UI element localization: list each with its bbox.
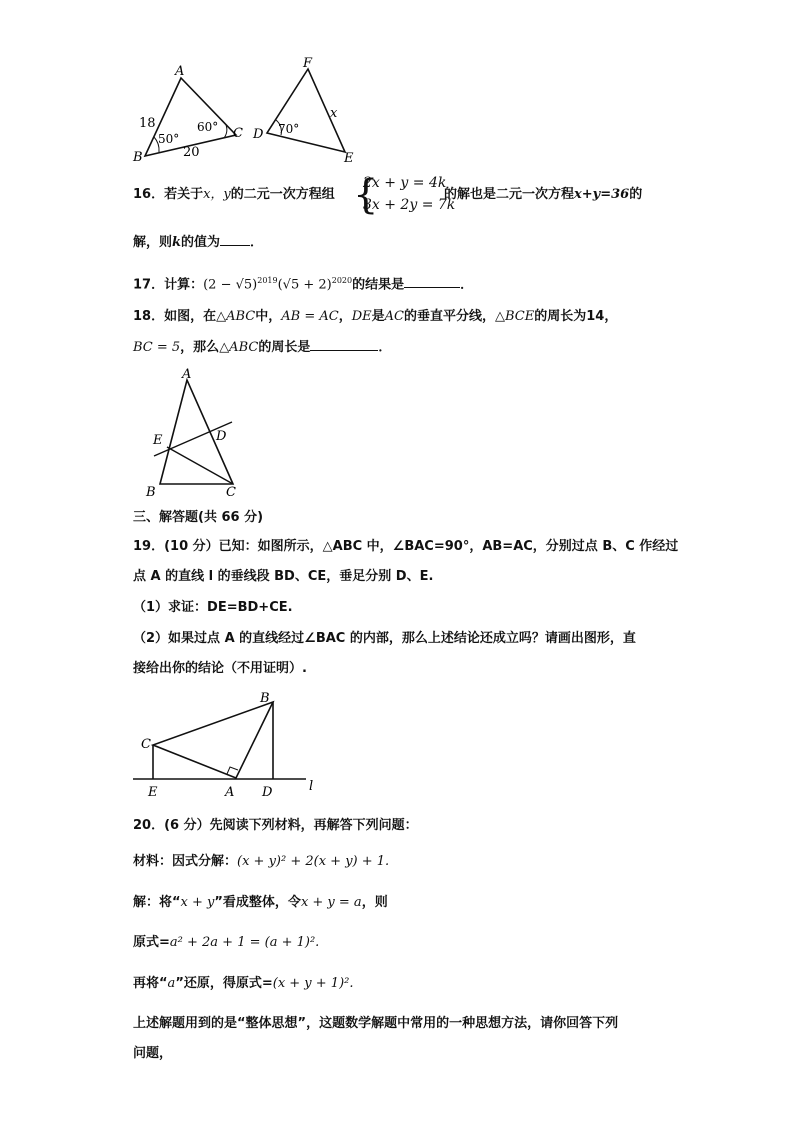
q16-brace: { [353, 172, 379, 218]
q16-eq2: 3x + 2y = 7k [363, 197, 456, 213]
q19-line2: 点 A 的直线 l 的垂线段 BD、CE，垂足分别 D、E. [133, 569, 434, 584]
label-d: D [262, 785, 273, 800]
q17-answer-blank[interactable] [404, 275, 460, 288]
label-a: A [175, 64, 185, 79]
q18-triangle-figure [140, 368, 250, 500]
angle-c-arc [224, 125, 227, 138]
q20-restore-b: ”还原，得原式= [175, 976, 273, 991]
q18-l1-a: 18．如图，在 [133, 309, 217, 324]
q17-pre: 17．计算： [133, 277, 204, 293]
q16-system [363, 172, 455, 216]
angle-c-label: 60° [197, 120, 219, 134]
q18-l2-b: 的周长是 [258, 340, 311, 355]
q17-exp1: 2019 [257, 276, 278, 285]
q16-line2-post: 的值为 [181, 235, 221, 250]
q19-line1: 19．(10 分）已知：如图所示，△ABC 中，∠BAC=90°，AB=AC，分别过点 B、C 作经过 [133, 539, 679, 554]
q16-vars: x，y [203, 187, 231, 202]
q20-summary1: 上述解题用到的是“整体思想”，这题数学解题中常用的一种思想方法，请你回答下列 [133, 1016, 619, 1031]
q17-post: 的结果是 [352, 277, 405, 293]
q20-line1: 20．(6 分）先阅读下列材料，再解答下列问题： [133, 818, 418, 833]
q20-restore-var: a [167, 976, 176, 991]
label-l: l [309, 779, 314, 794]
label-a: A [225, 785, 235, 800]
q20-material [133, 853, 389, 871]
q18-l2-a: ，那么 [180, 340, 220, 355]
q17-end: ． [460, 277, 474, 293]
q20-material-label: 材料：因式分解： [133, 854, 238, 869]
q17-line [133, 272, 473, 294]
q16-prefix: 16．若关于 [133, 187, 204, 202]
label-b: B [146, 485, 156, 500]
q18-tri-bce: △BCE [495, 309, 535, 324]
label-b: B [260, 691, 270, 706]
side-ab-label: 18 [139, 116, 156, 131]
q18-num14: 14， [586, 309, 618, 324]
q18-line1 [133, 308, 617, 326]
q18-answer-blank[interactable] [310, 338, 378, 351]
q16-line1-tail [444, 186, 642, 204]
q18-bc5: BC = 5 [133, 340, 181, 355]
q18-ac: AC [384, 309, 404, 324]
label-e: E [344, 151, 354, 166]
label-e: E [148, 785, 158, 800]
q20-summary2: 问题， [133, 1046, 173, 1061]
q17-exp2: 2020 [331, 276, 353, 285]
label-d: D [216, 429, 227, 444]
angle-d-label: 70° [278, 122, 300, 136]
q16-line2-pre: 解，则 [133, 235, 173, 250]
q20-sol-sub: x + y = a [300, 895, 362, 910]
q20-restore-a: 再将“ [133, 976, 168, 991]
right-angle-mark [227, 767, 238, 774]
label-a: A [182, 368, 192, 382]
segment-ec [167, 447, 233, 484]
q18-line2 [133, 338, 391, 357]
q18-de: DE [351, 309, 372, 324]
q19-figure [128, 686, 328, 802]
label-e: E [153, 433, 163, 448]
q20-orig-label: 原式= [133, 935, 170, 950]
q19-part1: （1）求证：DE=BD+CE. [133, 600, 293, 615]
q16-k: k [172, 235, 182, 250]
label-d: D [253, 127, 264, 142]
q20-original [133, 934, 319, 952]
q18-end: ． [378, 340, 392, 355]
q20-sol-a: 解：将“ [133, 895, 181, 910]
q16-line1 [133, 186, 335, 204]
q18-ab-ac: AB = AC [281, 309, 339, 324]
q18-l1-e: 的垂直平分线， [403, 309, 495, 324]
q16-line2 [133, 233, 263, 252]
q18-l1-b: 中， [255, 309, 282, 324]
label-c: C [233, 126, 243, 141]
q18-l1-d: 是 [371, 309, 385, 324]
q16-answer-blank[interactable] [220, 233, 250, 246]
q17-expr1: (2 − √5) [203, 277, 258, 293]
side-bc-label: 20 [183, 145, 200, 160]
q18-l1-f: 的周长为 [534, 309, 587, 324]
q20-orig-expr: a² + 2a + 1 = (a + 1)². [169, 935, 320, 950]
q16-eq3: x+y=36 [574, 187, 630, 202]
q16-end: ． [250, 235, 264, 250]
label-c: C [226, 485, 236, 500]
label-b: B [133, 150, 143, 165]
q16-eq1: 2x + y = 4k [363, 175, 447, 191]
q16-tail: 的 [629, 187, 643, 202]
q20-material-expr: (x + y)² + 2(x + y) + 1. [237, 854, 390, 869]
triangle-abc [153, 702, 273, 778]
q19-part2a: （2）如果过点 A 的直线经过∠BAC 的内部，那么上述结论还成立吗？请画出图形，直 [133, 631, 636, 646]
q18-tri-abc: △ABC [216, 309, 256, 324]
label-f: F [303, 56, 313, 71]
side-x-label: x [330, 106, 338, 121]
q16-mid: 的二元一次方程组 [230, 187, 335, 202]
q20-sol-c: ，则 [361, 895, 388, 910]
angle-b-label: 50° [158, 132, 180, 146]
section-heading: 三、解答题(共 66 分) [133, 510, 264, 525]
q20-sol-xy: x + y [180, 895, 215, 910]
q17-expr2: (√5 + 2) [277, 277, 332, 293]
q18-tri-abc2: △ABC [219, 340, 259, 355]
q20-solution [133, 894, 388, 912]
q15-triangles-figure [125, 55, 375, 170]
q20-sol-b: ”看成整体，令 [214, 895, 301, 910]
q20-restore-expr: (x + y + 1)². [272, 976, 354, 991]
q18-l1-c: ， [338, 309, 352, 324]
label-c: C [141, 737, 151, 752]
q16-after: 的解也是二元一次方程 [444, 187, 575, 202]
q20-restore [133, 975, 354, 993]
q19-part2b: 接给出你的结论（不用证明）. [133, 661, 307, 676]
